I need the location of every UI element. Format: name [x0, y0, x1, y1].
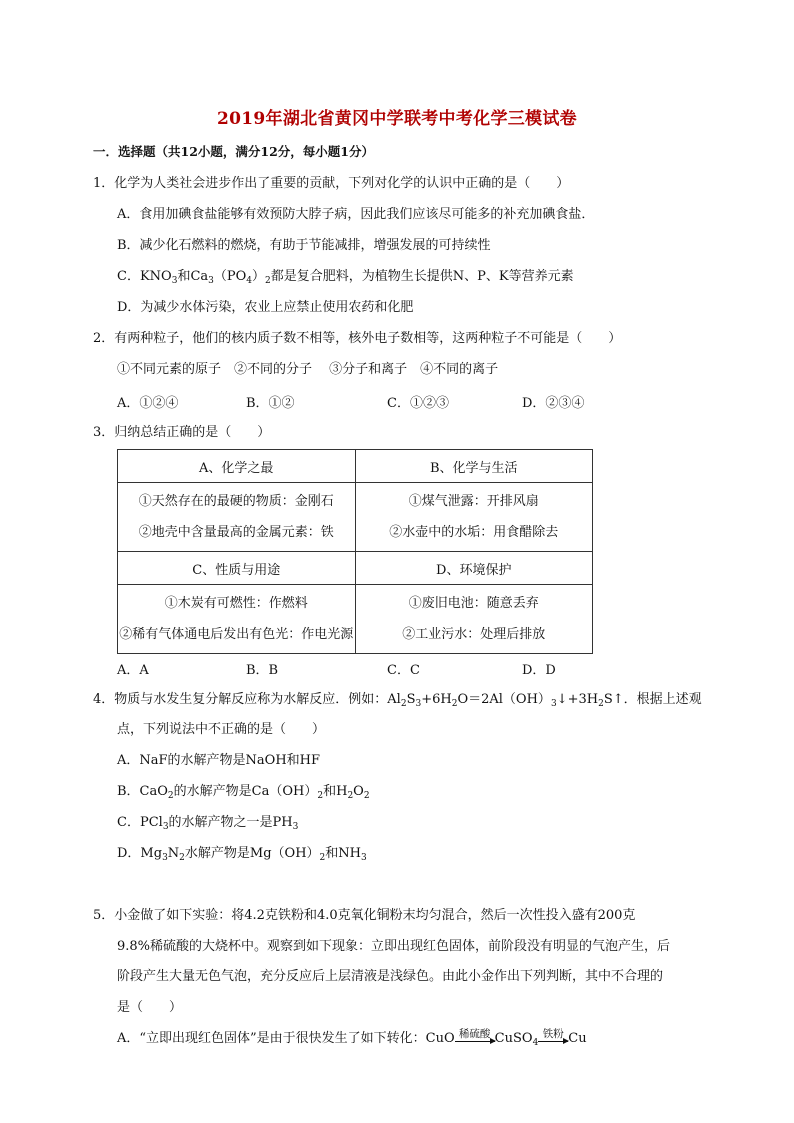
q3-option-a: A．A [117, 663, 149, 678]
reaction-arrow-icon: 稀硫酸 [455, 1033, 495, 1042]
q2-stem: 2．有两种粒子，他们的核内质子数不相等，核外电子数相等，这两种粒子不可能是（ ） [93, 331, 622, 346]
q2-option-c: C．①②③ [387, 396, 449, 411]
q2-option-b: B．①② [246, 396, 295, 411]
q2-option-a: A．①②④ [117, 396, 179, 411]
table-cell-a: ①天然存在的最硬的物质：金刚石 ②地壳中含量最高的金属元素：铁 [118, 483, 356, 552]
q5-stem-line-3: 阶段产生大量无色气泡，充分反应后上层清液是浅绿色。由此小金作出下列判断，其中不合理的 [117, 969, 664, 984]
table-header-c: C、性质与用途 [118, 552, 356, 585]
exam-title: 2019年湖北省黄冈中学联考中考化学三模试卷 [217, 109, 577, 129]
table-cell-c: ①木炭有可燃性：作燃料 ②稀有气体通电后发出有色光：作电光源 [118, 585, 356, 654]
reaction-arrow-icon: 铁粉 [538, 1033, 568, 1042]
q3-stem: 3．归纳总结正确的是（ ） [93, 425, 271, 440]
q4-stem: 4．物质与水发生复分解反应称为水解反应．例如：$Al_2S_3+6H_2O=2Al(OH)_3↓+3H_2S↑$．根据上述观 [93, 692, 702, 709]
q5-stem-line-1: 5．小金做了如下实验：将4.2克铁粉和4.0克氧化铜粉末均匀混合，然后一次性投入盛有200克 [93, 908, 636, 923]
q4-option-d: D．$Mg_3N_2$水解产物是$Mg(OH)_2$和$NH_3$ [117, 846, 367, 863]
q4-option-c: C．PCl$_3$的水解产物之一是$PH_3$ [117, 815, 299, 832]
q5-option-a: A．“立即出现红色固体”是由于很快发生了如下转化：CuO 稀硫酸 CuSO$_4$ 铁粉 Cu [117, 1028, 587, 1048]
q3-option-b: B．B [246, 663, 279, 678]
q4-option-b: B．CaO$_2$的水解产物是$Ca(OH)_2$和$H_2O_2$ [117, 784, 370, 801]
q4-stem-continued: 点，下列说法中不正确的是（ ） [117, 722, 326, 737]
q5-stem-line-4: 是（ ） [117, 1000, 183, 1015]
q1-option-b: B．减少化石燃料的燃烧，有助于节能减排，增强发展的可持续性 [117, 238, 491, 253]
table-cell-b: ①煤气泄露：开排风扇 ②水壶中的水垢：用食醋除去 [355, 483, 593, 552]
q2-items: ①不同元素的原子 ②不同的分子 ③分子和离子 ④不同的离子 [117, 362, 499, 377]
q3-summary-table [117, 449, 593, 654]
table-header-a: A、化学之最 [118, 450, 356, 483]
q2-option-d: D．②③④ [522, 396, 585, 411]
q3-option-c: C．C [387, 663, 420, 678]
table-header-b: B、化学与生活 [355, 450, 593, 483]
q1-option-a: A．食用加碘食盐能够有效预防大脖子病，因此我们应该尽可能多的补充加碘食盐． [117, 207, 595, 222]
q1-option-d: D．为减少水体污染，农业上应禁止使用农药和化肥 [117, 300, 414, 315]
table-header-d: D、环境保护 [355, 552, 593, 585]
q5-stem-line-2: 9.8%稀硫酸的大烧杯中。观察到如下现象：立即出现红色固体，前阶段没有明显的气泡产生，后 [117, 939, 671, 954]
table-cell-d: ①废旧电池：随意丢弃 ②工业污水：处理后排放 [355, 585, 593, 654]
q3-option-d: D．D [522, 663, 556, 678]
q4-option-a: A．NaF的水解产物是NaOH和HF [117, 753, 321, 768]
q1-stem: 1．化学为人类社会进步作出了重要的贡献，下列对化学的认识中正确的是（ ） [93, 176, 570, 191]
section-heading: 一．选择题（共12小题，满分12分，每小题1分） [93, 144, 374, 159]
q1-option-c: C．$KNO_3$和$Ca_3(PO_4)_2$都是复合肥料，为植物生长提供N、P、K等营养元素 [117, 269, 574, 286]
